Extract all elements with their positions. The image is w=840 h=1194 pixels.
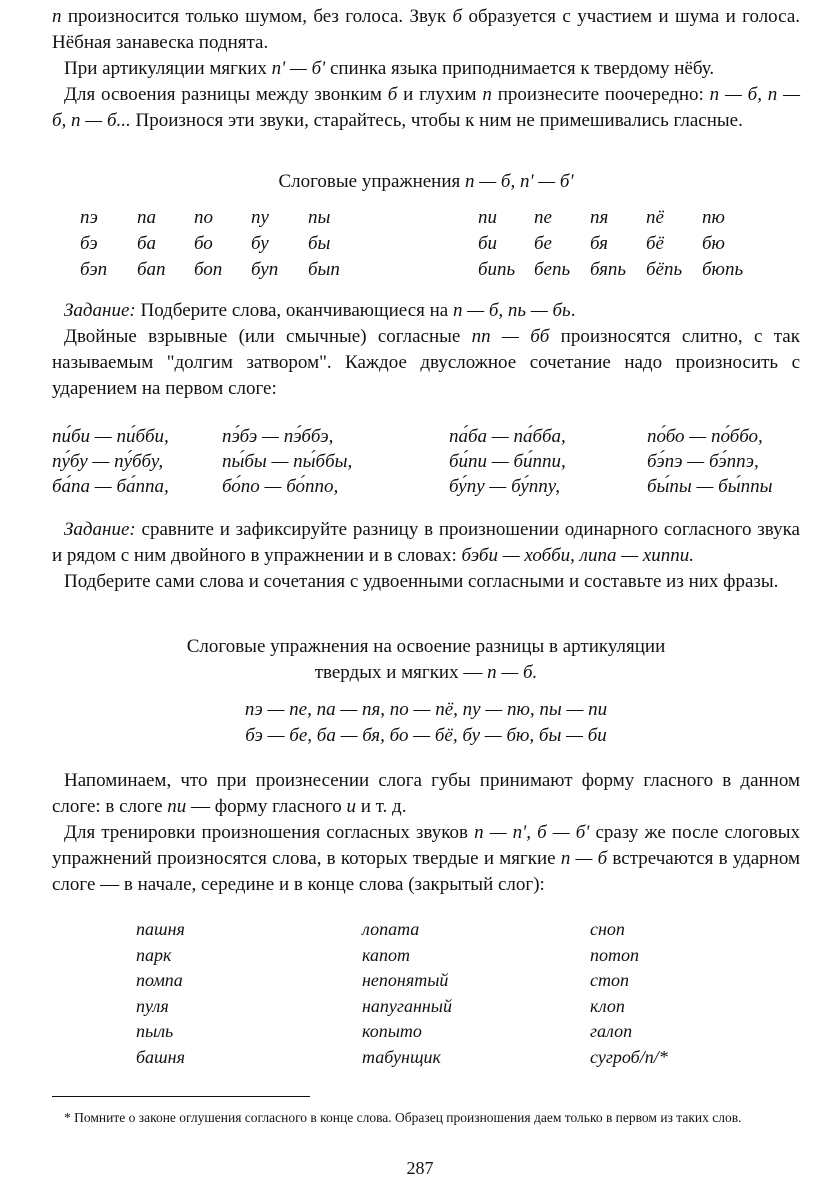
exercise-2-title: Слоговые упражнения на освоение разницы в артикуляции твердых и мягких — п — б. xyxy=(186,636,666,683)
footnote-divider xyxy=(52,1096,310,1097)
syllable: бя xyxy=(590,233,608,254)
syllable: пи xyxy=(478,207,497,228)
syllable: пэ xyxy=(80,207,98,228)
training-section xyxy=(52,768,800,898)
word-item: лопата xyxy=(362,919,420,939)
syllable-grid-soft xyxy=(478,205,758,283)
word-item: табунщик xyxy=(362,1046,441,1067)
task-section-2 xyxy=(52,517,800,595)
syllable: бю xyxy=(702,233,725,254)
task-1: Задание: Подберите слова, оканчивающиеся на п — б, пь — бь. xyxy=(64,300,576,321)
syllable: би xyxy=(478,233,498,254)
paragraph-phrases: Подберите сами слова и сочетания с удвоенными согласными и составьте из них фразы. xyxy=(64,571,779,592)
syllable: пя xyxy=(590,207,609,228)
intro-section xyxy=(52,4,800,134)
syllable: буп xyxy=(251,259,279,280)
footnote: * Помните о законе оглушения согласного в конце слова. Образец произношения даем только в первом из таких слов. xyxy=(64,1110,742,1125)
syllables-row-b: бэ — бе, ба — бя, бо — бё, бу — бю, бы — би xyxy=(245,725,607,746)
syllable-pair: бу́пу — бу́ппу, xyxy=(449,476,561,497)
word-item: пыль xyxy=(136,1021,174,1041)
syllable: пы xyxy=(308,207,331,228)
word-column-middle xyxy=(362,917,452,1070)
syllable: ба xyxy=(137,233,157,254)
syllable: бап xyxy=(137,259,166,280)
word-item: башня xyxy=(136,1046,185,1067)
syllable-pair: пы́бы — пы́ббы, xyxy=(222,451,353,472)
syllable-pair: пу́бу — пу́ббу, xyxy=(52,451,164,472)
word-item: парк xyxy=(136,944,172,965)
syllable: бу xyxy=(251,233,269,254)
syllable-grid-hard xyxy=(80,205,365,283)
syllable: боп xyxy=(194,259,223,280)
syllable: бяпь xyxy=(590,259,627,280)
paragraph-voiced-voiceless: Для освоения разницы между звонким б и глухим п произнесите поочередно: п — б, п — б, п — б... Произнося эти звуки, старайтесь, чтобы к ним не примешивались гласные. xyxy=(52,84,801,131)
syllable: бып xyxy=(308,259,340,280)
syllable: бы xyxy=(308,233,331,254)
word-item: напуганный xyxy=(362,995,452,1016)
word-item: потоп xyxy=(590,944,639,965)
word-column-initial xyxy=(136,917,185,1070)
syllable: пё xyxy=(646,207,664,228)
syllable: бепь xyxy=(534,259,571,280)
task-section-1 xyxy=(52,298,800,402)
syllable-pair: пэ́бэ — пэ́ббэ, xyxy=(222,426,334,447)
syllable: бэп xyxy=(80,259,108,280)
word-item: сугроб/п/* xyxy=(590,1046,668,1067)
word-item: сноп xyxy=(590,919,625,939)
syllable-pair: ба́па — ба́ппа, xyxy=(52,476,169,497)
syllable-pair: бо́по — бо́ппо, xyxy=(222,476,339,497)
syllable: бипь xyxy=(478,259,516,280)
paragraph-double-consonants: Двойные взрывные (или смычные) согласные пп — бб произносятся слитно, с так называемым "долгим затвором". Каждое двусложное сочетание надо произносить с ударением на первом слоге: xyxy=(52,326,800,399)
word-item: пашня xyxy=(136,919,185,939)
task-2: Задание: сравните и зафиксируйте разницу в произношении одинарного согласного звука и рядом с ним двойного в упражнении и в словах: бэби — хобби, липа — хиппи. xyxy=(52,519,800,566)
syllable: бё xyxy=(646,233,664,254)
paragraph-soft-articulation: При артикуляции мягких п' — б' спинка языка приподнимается к твердому нёбу. xyxy=(64,58,715,79)
paragraph-training: Для тренировки произношения согласных звуков п — п', б — б' сразу же после слоговых упражнений произносятся слова, в которых твердые и мягкие п — б встречаются в ударном слоге — в начале, середине и в конце слова (закрытый слог): xyxy=(52,822,801,895)
syllable-pair: пи́би — пи́ббu, xyxy=(52,426,169,447)
word-item: непонятый xyxy=(362,970,449,990)
syllable: пе xyxy=(534,207,552,228)
syllable-pair: би́пи — би́ппи, xyxy=(449,451,566,472)
syllable: бюпь xyxy=(702,259,744,280)
paragraph-voiceless: п произносится только шумом, без голоса. Звук б образуется с участием и шума и голоса. Нёбная занавеска поднята. xyxy=(52,6,800,53)
exercise-1-title: Слоговые упражнения п — б, п' — б' xyxy=(278,171,574,192)
syllable: бе xyxy=(534,233,552,254)
word-item: капот xyxy=(362,944,410,965)
word-item: копыто xyxy=(362,1021,422,1041)
paragraph-reminder: Напоминаем, что при произнесении слога губы принимают форму гласного в данном слоге: в слоге пи — форму гласного и и т. д. xyxy=(52,770,800,817)
page-number: 287 xyxy=(406,1158,434,1178)
syllable-pair: па́ба — па́бба, xyxy=(449,426,566,447)
double-consonant-pairs xyxy=(52,424,807,499)
word-item: помпа xyxy=(136,970,183,990)
word-item: галоп xyxy=(590,1021,633,1041)
syllable: бо xyxy=(194,233,213,254)
syllables-row-p: пэ — пе, па — пя, по — пё, пу — пю, пы — пи xyxy=(244,699,608,720)
syllable: по xyxy=(194,207,213,228)
syllable: пю xyxy=(702,207,725,228)
syllable: бёпь xyxy=(646,259,683,280)
word-item: стоп xyxy=(590,970,629,990)
word-column-final xyxy=(590,917,668,1070)
syllable-pair: по́бо — по́ббо, xyxy=(647,426,763,447)
syllable-pair: бэ́пэ — бэ́ппэ, xyxy=(647,451,759,472)
syllable: пу xyxy=(251,207,269,228)
exercise-2-syllables xyxy=(52,697,800,749)
word-item: клоп xyxy=(590,995,625,1016)
syllable-pair: бы́пы — бы́ппы xyxy=(647,476,773,497)
syllable: па xyxy=(137,207,156,228)
word-item: пуля xyxy=(136,995,169,1016)
syllable: бэ xyxy=(80,233,98,254)
